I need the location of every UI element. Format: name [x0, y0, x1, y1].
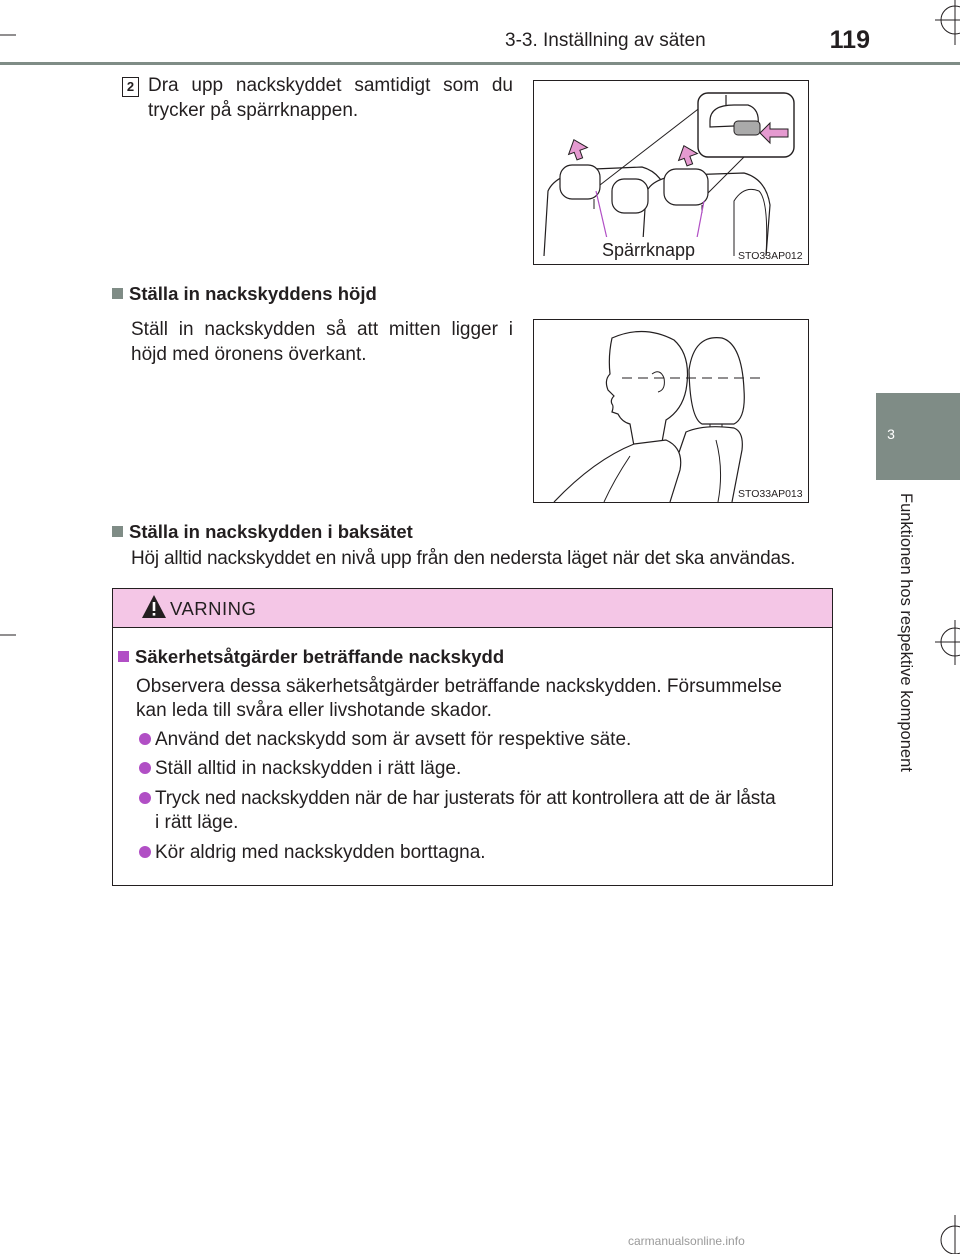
step2-line2: trycker på spärrknappen.: [148, 100, 359, 121]
crop-mark-icon: [0, 30, 16, 40]
section-heading-height: Ställa in nackskyddens höjd: [112, 283, 377, 305]
chapter-number: 3: [887, 426, 895, 442]
circle-bullet-icon: [139, 762, 151, 774]
circle-bullet-icon: [139, 792, 151, 804]
crop-mark-icon: [925, 620, 960, 665]
running-head: 3-3. Inställning av säten: [505, 30, 706, 51]
section-heading-rear: Ställa in nackskydden i baksätet: [112, 521, 413, 543]
crop-mark-icon: [925, 0, 960, 45]
warning-header: [113, 589, 832, 628]
square-bullet-icon: [112, 526, 123, 537]
warning-heading: Säkerhetsåtgärder beträffande nackskydd: [118, 645, 504, 669]
warning-bullet: Kör aldrig med nackskydden borttagna.: [139, 841, 829, 865]
crop-mark-icon: [0, 630, 16, 640]
chapter-title: [893, 493, 915, 823]
crop-mark-icon: [925, 1215, 960, 1254]
warning-intro-line1: Observera dessa säkerhetsåtgärder beträffande nackskydden. Försummelse: [136, 676, 782, 697]
step2-line1: Dra upp nackskyddet samtidigt som du: [148, 75, 513, 96]
step-number: 2: [122, 77, 139, 97]
head-height-illustration: [534, 320, 808, 502]
figure-head-height: [533, 319, 809, 503]
page-number: 119: [829, 26, 870, 54]
square-bullet-icon: [118, 651, 129, 662]
figure-code: STO33AP012: [738, 250, 803, 262]
circle-bullet-icon: [139, 733, 151, 745]
warning-bullet: Tryck ned nackskydden när de har justerats för att kontrollera att de är låsta: [139, 787, 839, 811]
rear-text: Höj alltid nackskyddet en nivå upp från den nedersta läget när det ska användas.: [131, 548, 796, 569]
header-rule: [0, 62, 960, 65]
warning-intro-line2: kan leda till svåra eller livshotande skador.: [136, 700, 492, 721]
warning-bullet: Ställ alltid in nackskydden i rätt läge.: [139, 757, 829, 781]
height-line1: Ställ in nackskydden så att mitten ligger i: [131, 319, 513, 340]
warning-bullet: Använd det nackskydd som är avsett för respektive säte.: [139, 728, 829, 752]
chapter-title-text: Funktionen hos respektive komponent: [897, 493, 915, 772]
figure-code: STO33AP013: [738, 488, 803, 500]
square-bullet-icon: [112, 288, 123, 299]
figure-headrest-lock: [533, 80, 809, 265]
height-line2: höjd med öronens överkant.: [131, 344, 367, 365]
circle-bullet-icon: [139, 846, 151, 858]
warning-bullet-continuation: i rätt läge.: [155, 812, 239, 833]
headrest-lock-illustration: [534, 81, 808, 264]
warning-label: VARNING: [170, 598, 257, 619]
warning-triangle-icon: [141, 594, 167, 620]
lock-button-callout: Spärrknapp: [602, 240, 696, 260]
watermark: carmanualsonline.info: [628, 1234, 745, 1248]
warning-box: [112, 588, 833, 886]
